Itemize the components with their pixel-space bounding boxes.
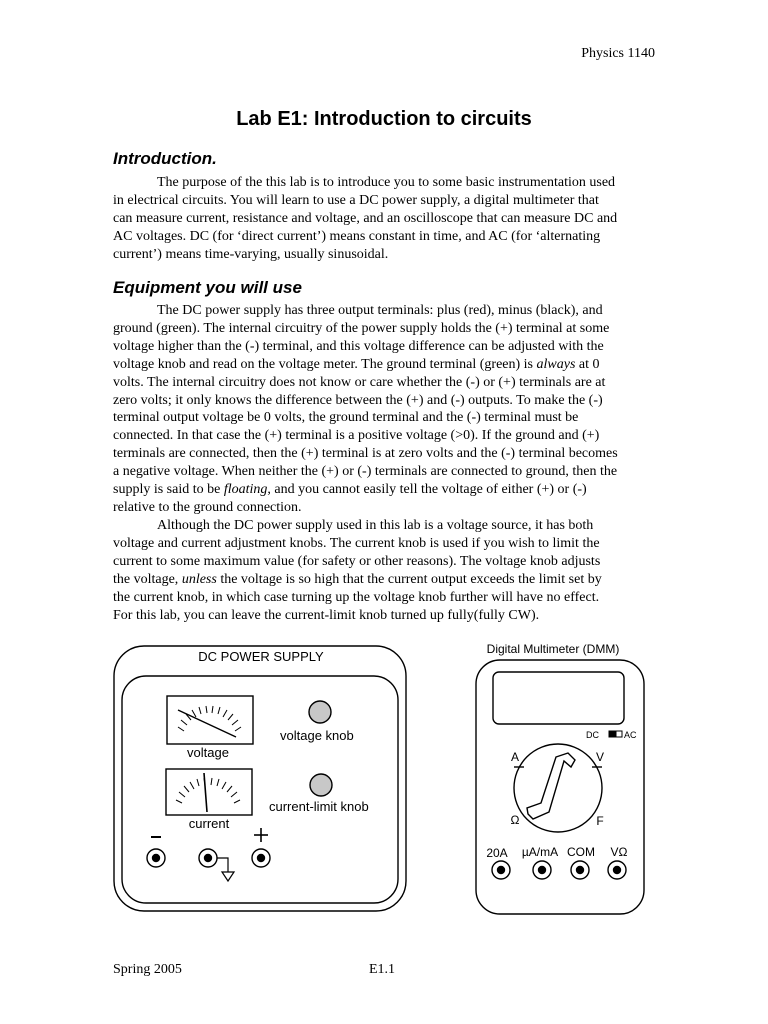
equip-line: relative to the ground connection. — [113, 499, 302, 515]
current-meter — [166, 769, 252, 815]
ac-switch[interactable] — [616, 731, 622, 737]
footer-page-number: E1.1 — [369, 962, 396, 977]
course-label: Physics 1140 — [581, 46, 655, 61]
footer-semester: Spring 2005 — [113, 962, 182, 977]
equip-text: the voltage, — [113, 571, 182, 587]
voltage-meter-ticks — [178, 706, 241, 731]
ground-symbol-icon — [222, 872, 234, 881]
equip-line: connected. In that case the (+) terminal is a positive voltage (>0). If the ground and (+) — [113, 428, 600, 444]
current-limit-knob[interactable] — [310, 774, 332, 796]
equip-text: voltage knob and read on the voltage meter. The ground terminal (green) is — [113, 356, 537, 372]
equip-text: supply is said to be — [113, 482, 224, 498]
equip-line — [113, 481, 658, 499]
equipment-paragraph-1 — [113, 302, 658, 517]
equip-text: at 0 — [575, 356, 600, 372]
equip-line: terminal output voltage be 0 volts, the ground terminal and the (-) terminal must be — [113, 410, 579, 426]
dc-label: DC — [586, 730, 599, 740]
equip-line: voltage higher than the (-) terminal, and this voltage difference can be adjusted with the — [113, 338, 604, 354]
current-meter-label: current — [188, 816, 230, 831]
emphasis-always: always — [536, 356, 576, 372]
equip-line: ground (green). The internal circuitry of the power supply holds the (+) terminal at some — [113, 320, 610, 336]
equip-line: The DC power supply has three output terminals: plus (red), minus (black), and — [157, 303, 603, 318]
equipment-heading: Equipment you will use — [113, 278, 302, 297]
equip-line: voltage and current adjustment knobs. The current knob is used if you wish to limit the — [113, 535, 600, 551]
intro-line: The purpose of the this lab is to introduce you to some basic instrumentation used — [157, 175, 616, 190]
terminal-label-v-ohm: VΩ — [610, 845, 628, 859]
dmm-title: Digital Multimeter (DMM) — [486, 642, 620, 656]
dial-pointer — [527, 753, 575, 819]
dial-label-f: F — [596, 814, 604, 828]
equip-line — [113, 571, 658, 589]
equipment-figure — [0, 640, 768, 920]
intro-line: current’) means time-varying, usually sinusoidal. — [113, 246, 389, 262]
equip-line: terminals are connected, then the (+) terminal is at zero volts and the (-) terminal becomes — [113, 446, 618, 462]
dial-label-a: A — [510, 750, 520, 764]
voltage-knob[interactable] — [309, 701, 331, 723]
introduction-heading: Introduction. — [113, 149, 217, 168]
dc-power-supply — [114, 646, 406, 911]
introduction-paragraph — [113, 174, 658, 264]
intro-line: can measure current, resistance and voltage, and an oscilloscope that can measure DC and — [113, 210, 618, 226]
equip-line: current to some maximum value (for safety or other reasons). The voltage knob adjusts — [113, 553, 601, 569]
voltage-knob-label: voltage knob — [280, 728, 354, 743]
voltage-meter-label: voltage — [187, 745, 229, 760]
power-supply-panel — [122, 676, 398, 903]
current-limit-knob-label: current-limit knob — [269, 799, 369, 814]
current-meter-ticks — [176, 778, 240, 803]
terminal-label-com: COM — [567, 845, 595, 859]
emphasis-unless: unless — [181, 571, 217, 587]
intro-line: AC voltages. DC (for ‘direct current’) means constant in time, and AC (for ‘alternating — [113, 228, 601, 244]
equip-line: zero volts; it only knows the difference between the (+) and (-) outputs. To make the (-) — [113, 392, 603, 408]
terminal-label-20a: 20A — [486, 846, 508, 860]
equip-line — [113, 356, 658, 374]
equip-line: a negative voltage. When neither the (+) or (-) terminals are connected to ground, then the — [113, 464, 618, 480]
equipment-paragraph-2 — [113, 517, 658, 624]
dmm-display — [493, 672, 624, 724]
power-supply-outer-case — [114, 646, 406, 911]
terminal-label-ua-ma: µA/mA — [521, 845, 559, 859]
equip-text: the voltage is so high that the current output exceeds the limit set by — [216, 571, 602, 587]
ground-wire — [217, 858, 228, 872]
equip-line: Although the DC power supply used in this lab is a voltage source, it has both — [157, 518, 594, 533]
page-title: Lab E1: Introduction to circuits — [236, 108, 532, 130]
equip-line: the current knob, in which case turning up the voltage knob further will have no effect. — [113, 589, 600, 605]
dial-label-v: V — [595, 750, 605, 764]
intro-line: in electrical circuits. You will learn to use a DC power supply, a digital multimeter that — [113, 192, 599, 208]
current-needle — [204, 773, 207, 812]
dmm-dial[interactable] — [514, 744, 605, 832]
voltage-needle — [178, 710, 236, 737]
ac-label: AC — [624, 730, 637, 740]
equip-line: For this lab, you can leave the current-limit knob turned up fully(fully CW). — [113, 607, 540, 623]
equip-text: , and you cannot easily tell the voltage of either (+) or (-) — [267, 482, 587, 498]
dmm-body — [476, 660, 644, 914]
equip-line: volts. The internal circuitry does not know or care whether the (-) or (+) terminals are at — [113, 374, 606, 390]
digital-multimeter — [476, 660, 644, 914]
voltage-meter — [167, 696, 253, 744]
emphasis-floating: floating — [223, 482, 268, 498]
dc-switch[interactable] — [609, 731, 615, 737]
power-supply-title: DC POWER SUPPLY — [198, 649, 324, 664]
dial-label-ohm: Ω — [510, 813, 520, 827]
